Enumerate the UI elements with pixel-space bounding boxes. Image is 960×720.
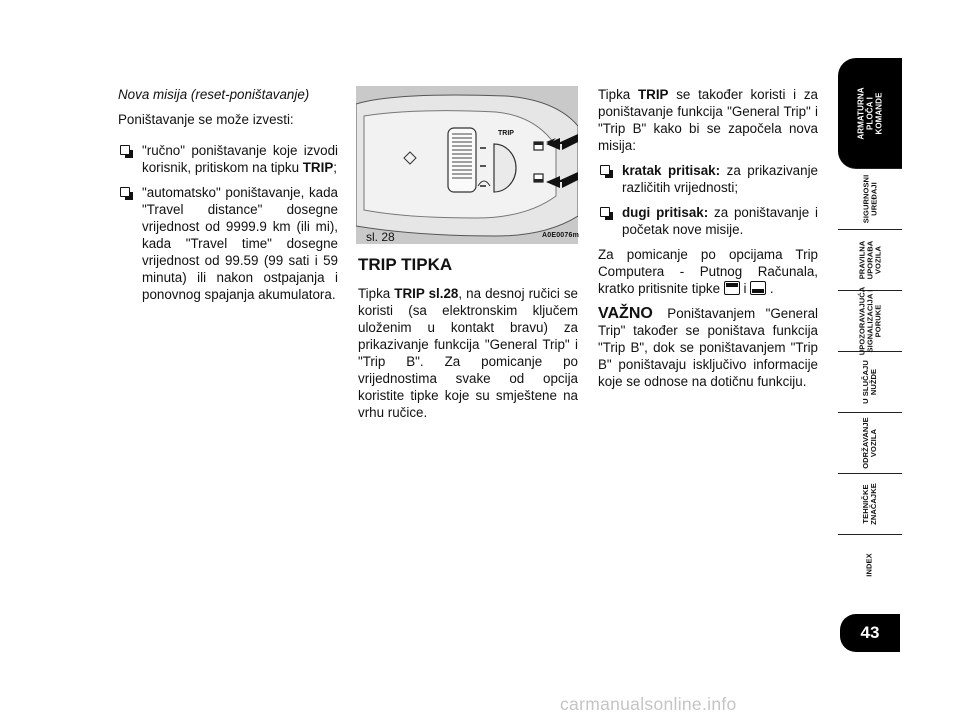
chapter-tabs [838,58,902,595]
figure-code: A0E0076m [542,232,580,239]
checkbox-bullet-icon [120,145,130,155]
scroll-down-button-icon [750,281,766,295]
trip-button-section [358,256,578,421]
tab-odrzavanje-vozila[interactable]: ODRŽAVANJE VOZILA [838,413,902,474]
checkbox-bullet-icon [600,207,610,217]
figure-caption: sl. 28 [366,230,395,244]
checkbox-bullet-icon [600,165,610,175]
list-item: kratak pritisak: za prikazivanje različitih vrijednosti; [598,162,818,196]
paragraph: Tipka TRIP se također koristi i za poništavanje funkcija "General Trip" i "Trip B" kako bi se započela nova misija: [598,87,819,153]
tab-armaturna-ploca[interactable]: ARMATURNA PLOČA I KOMANDE [838,58,902,169]
paragraph: Za pomicanje po opcijama Trip Computera - Putnog Računala, kratko pritisnite tipke i . [598,247,818,296]
stalk-illustration [356,86,578,244]
list-item: dugi pritisak: za poništavanje i početak nove misije. [598,204,818,238]
press-options-list [598,162,818,238]
checkbox-bullet-icon [120,187,130,197]
scroll-up-button-icon [724,281,740,295]
section-subheading: Nova misija (reset-poništavanje) [118,87,310,102]
list-item: "automatsko" poništavanje, kada "Travel distance" dosegne vrijednost od 9999.9 km (ili mi), kada "Travel time" dosegne vrijednost od 99.59 (99 sati i 59 minuta) ili nakon ostpajanja i ponovnog spajanja akumulatora. [118,184,338,303]
important-label: VAŽNO [598,305,653,322]
trip-button-label: TRIP [498,130,514,137]
trip-reset-section [598,86,818,398]
reset-section [118,86,338,311]
tab-tehnicke-znacajke[interactable]: TEHNIČKE ZNAČAJKE [838,474,902,535]
tab-sigurnosni-uredaji[interactable]: SIGURNOSNI UREĐAJI [838,169,902,230]
intro-text: Poništavanje se može izvesti: [118,112,294,127]
important-note: VAŽNO Poništavanjem "General Trip" također se poništava funkcija "Trip B", dok se poništavanjem "Trip B" poništavaju isključivo informacije koje se odnose na dotičnu funkciju. [598,305,818,389]
section-heading: TRIP TIPKA [358,255,453,274]
list-item: "ručno" poništavanje koje izvodi korisnik, pritiskom na tipku TRIP; [118,142,338,176]
tab-pravilna-uporaba[interactable]: PRAVILNA UPORABA VOZILA [838,230,902,291]
tab-index[interactable]: INDEX [864,553,874,577]
tab-upozoravajuca-signalizacija[interactable]: UPOZORAVAJUĆA SIGNALIZACIJA I PORUKE [838,291,902,352]
watermark: carmanualsonline.info [560,694,737,714]
page-number: 43 [840,614,900,652]
reset-options-list [118,142,338,303]
tab-u-slucaju-nuzde[interactable]: U SLUČAJU NUŽDE [838,352,902,413]
paragraph: Tipka TRIP sl.28, na desnoj ručici se koristi (sa elektronskim ključem uloženim u kontakt bravu) za prikazivanje funkcija "General Trip" i "Trip B". Za pomicanje po vrijednostima svake od opcija koristite tipke koje su smještene na vrhu ručice. [358,286,579,420]
figure-trip-button-illustration [356,86,578,244]
